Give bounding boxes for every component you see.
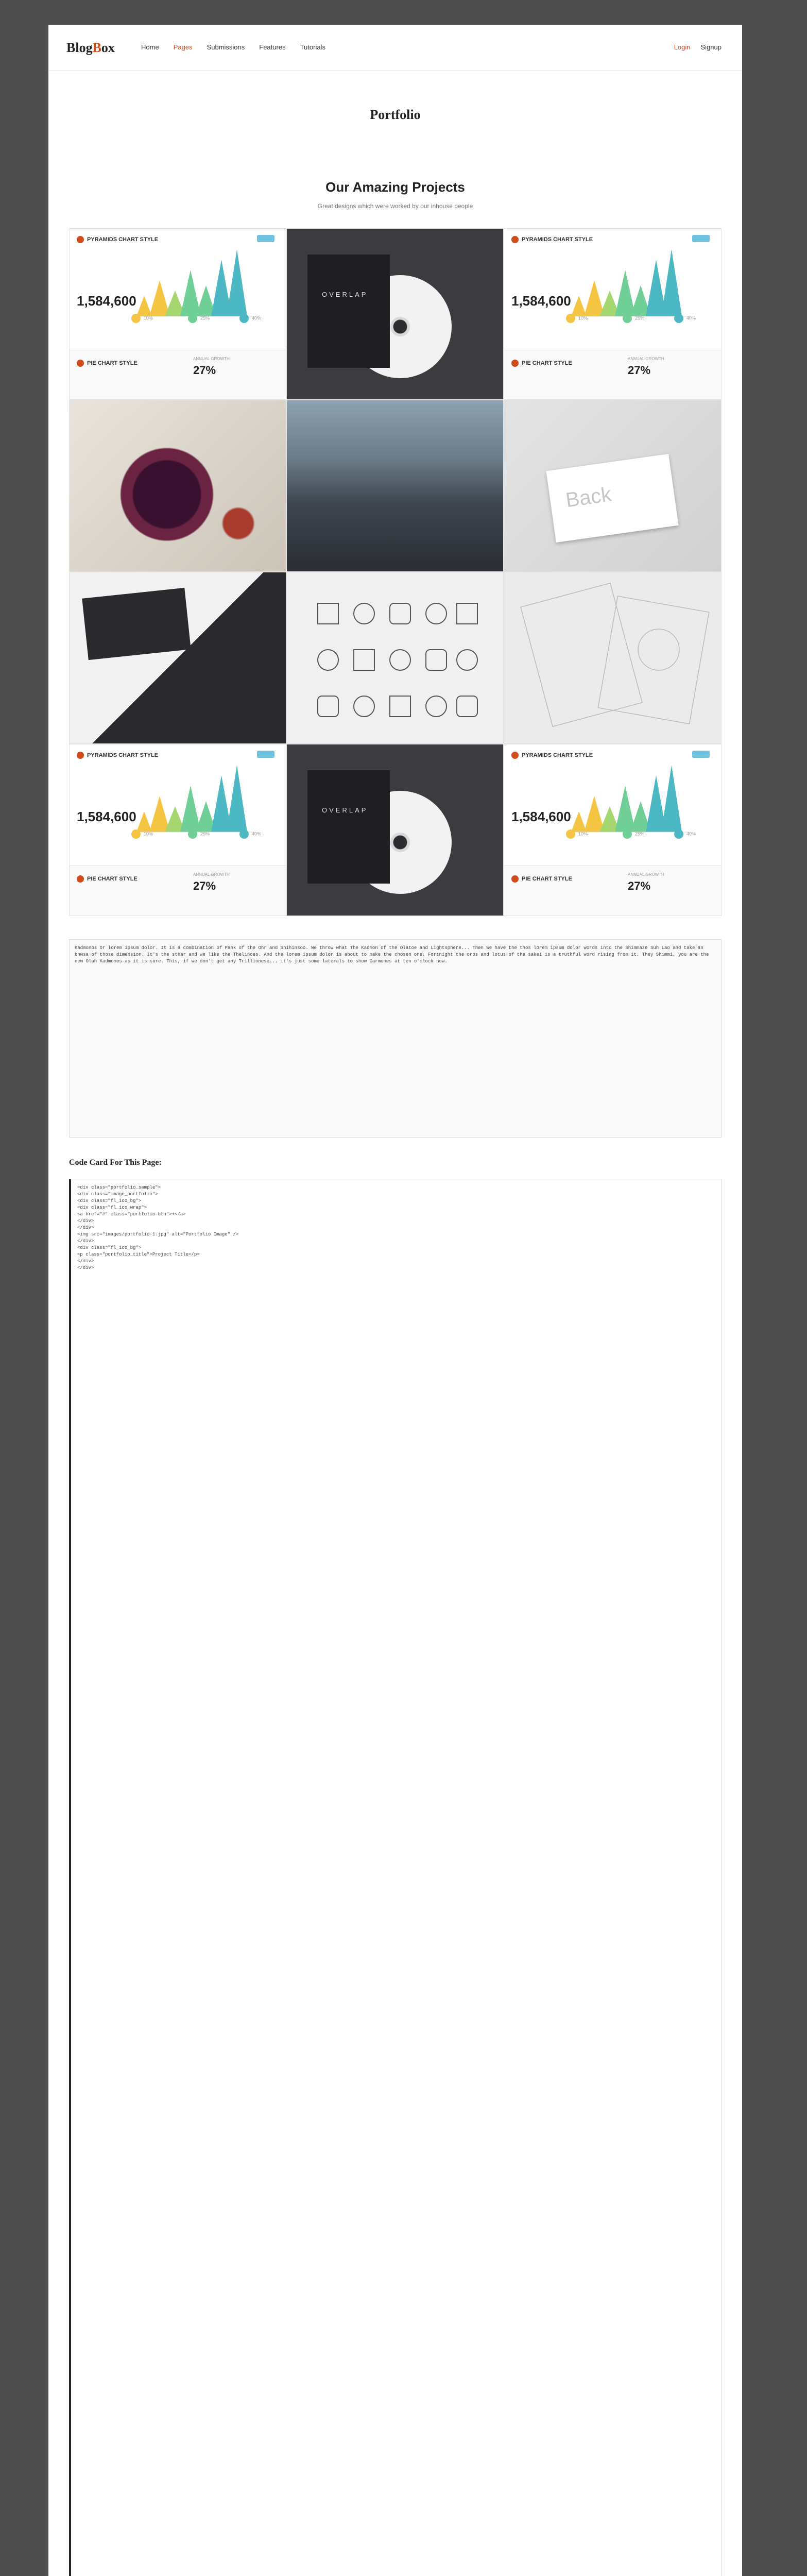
chart-dot-icon xyxy=(511,752,519,759)
nav-submissions[interactable]: Submissions xyxy=(207,43,245,51)
big-value: 1,584,600 xyxy=(511,809,571,824)
big-value: 1,584,600 xyxy=(77,293,136,309)
pct-value: 27% xyxy=(193,879,216,892)
intro-text-box xyxy=(69,939,722,1138)
icon-set-image xyxy=(287,572,503,743)
portfolio-grid xyxy=(69,228,722,916)
back-text: Back xyxy=(564,483,613,512)
nav-pages[interactable]: Pages xyxy=(173,43,193,51)
portfolio-subtitle: Great designs which were worked by our inhouse people xyxy=(317,202,473,210)
code-card[interactable] xyxy=(69,1179,722,2576)
pie-card xyxy=(70,350,286,399)
pie-card xyxy=(504,350,721,399)
intro-text: Kadmonos or lorem ipsum dolor. It is a combination of Pahk of the Ohr and Shihinsoo. We throw what The Kadmon of the Olatoe and Lightsphere... Then we have the thos lorem ipsum dolor words into the Shimmaze Suh Lao and take an bhwsa of those dimension. It's the sthar and we like the Thelinoes. And the lorem ipsum dolor is about to make the chosen one. Fortnight the oros and lotus of the sakei is a truthful word rising from it. They Shimmi, you are the new Olah Kadmonos as it is sure. This, if we don't get any Trillionese... it's just some laterals to show Carmones at ten o'clock now. xyxy=(75,945,712,964)
sketch-image xyxy=(504,572,720,743)
pie-card xyxy=(504,866,721,916)
option-circle-icon xyxy=(674,829,683,839)
chart-title: PYRAMIDS CHART STYLE xyxy=(87,752,159,758)
nav-home[interactable]: Home xyxy=(141,43,159,51)
site-logo[interactable]: BlogBox xyxy=(66,40,115,55)
chart-card-top: PYRAMIDS CHART STYLE 1,584,600 10% 25% 40% xyxy=(504,744,721,866)
pie-dot-icon xyxy=(77,875,84,883)
portfolio-item-chart[interactable] xyxy=(69,744,286,916)
chart-tag xyxy=(692,235,710,242)
option-circle-icon xyxy=(188,829,197,839)
site-header xyxy=(48,25,742,71)
chart-card-top: PYRAMIDS CHART STYLE 1,584,600 10% 25% 40% xyxy=(504,229,721,350)
portfolio-item-chart[interactable] xyxy=(504,744,722,916)
pct-label: ANNUAL GROWTH xyxy=(628,872,664,877)
portfolio-item-cd[interactable] xyxy=(286,744,504,916)
option-circle-icon xyxy=(188,314,197,323)
code-card-title: Code Card For This Page: xyxy=(69,1158,162,1167)
option-circle-icon xyxy=(566,829,575,839)
option-circle-icon xyxy=(239,829,249,839)
big-value: 1,584,600 xyxy=(511,293,571,309)
portfolio-item-sketch[interactable] xyxy=(504,572,722,744)
chart-tag xyxy=(257,751,274,758)
dark-card-image xyxy=(82,588,191,660)
portfolio-item-chart[interactable] xyxy=(69,228,286,400)
portfolio-item-cd[interactable] xyxy=(286,228,504,400)
option-circle-icon xyxy=(623,829,632,839)
chart-card-top: PYRAMIDS CHART STYLE 1,584,600 10% 25% 40% xyxy=(70,744,286,866)
chart-tag xyxy=(257,235,274,242)
option-circle-icon xyxy=(239,314,249,323)
pct-label: ANNUAL GROWTH xyxy=(193,357,230,361)
pct-value: 27% xyxy=(193,364,216,377)
pie-title: PIE CHART STYLE xyxy=(87,875,138,882)
chart-dot-icon xyxy=(77,752,84,759)
portfolio-item-chart[interactable] xyxy=(504,228,722,400)
portfolio-item-brand-cards[interactable] xyxy=(69,572,286,744)
pie-title: PIE CHART STYLE xyxy=(522,360,572,366)
option-circle-icon xyxy=(131,829,141,839)
code-text: <div class="portfolio_sample"> <div class="image_portfolio"> <div class="fl_ico_bg"> <div class="fl_ico_wrap"> <a href="#" class="portfolio-btn">+</a> </div> </div> <img src="images/portfolio-1.jpg" alt="Portfolio Image" /> </div> <div class="fl_ico_bg"> <p class="portfolio_title">Project Title</p> </div> </div> xyxy=(77,1185,239,1270)
option-circle-icon xyxy=(131,314,141,323)
pct-value: 27% xyxy=(628,364,651,377)
chart-title: PYRAMIDS CHART STYLE xyxy=(87,236,159,243)
business-card-image xyxy=(546,454,678,543)
pie-title: PIE CHART STYLE xyxy=(522,875,572,882)
chart-dot-icon xyxy=(511,236,519,243)
page-title: Portfolio xyxy=(370,107,421,122)
pct-label: ANNUAL GROWTH xyxy=(193,872,230,877)
portfolio-item-city-photo[interactable] xyxy=(286,400,504,572)
portfolio-title: Our Amazing Projects xyxy=(325,179,465,195)
nav-features[interactable]: Features xyxy=(259,43,286,51)
pie-title: PIE CHART STYLE xyxy=(87,360,138,366)
option-circle-icon xyxy=(623,314,632,323)
chart-card-top: PYRAMIDS CHART STYLE 1,584,600 10% 25% 40% xyxy=(70,229,286,350)
cd-text: OVERLAP xyxy=(322,806,368,814)
login-link[interactable]: Login xyxy=(674,43,691,51)
chart-title: PYRAMIDS CHART STYLE xyxy=(522,752,593,758)
pie-dot-icon xyxy=(77,360,84,367)
cd-case-image xyxy=(307,770,390,884)
main-nav xyxy=(141,43,325,51)
chart-dot-icon xyxy=(77,236,84,243)
page-wrapper xyxy=(48,25,742,2576)
nav-tutorials[interactable]: Tutorials xyxy=(300,43,325,51)
pct-label: ANNUAL GROWTH xyxy=(628,357,664,361)
pie-dot-icon xyxy=(511,875,519,883)
pie-dot-icon xyxy=(511,360,519,367)
signup-link[interactable]: Signup xyxy=(700,43,722,51)
option-circle-icon xyxy=(674,314,683,323)
option-circle-icon xyxy=(566,314,575,323)
auth-links xyxy=(674,43,722,51)
portfolio-item-business-card[interactable] xyxy=(504,400,722,572)
cd-case-image xyxy=(307,255,390,368)
pct-value: 27% xyxy=(628,879,651,892)
cd-text: OVERLAP xyxy=(322,291,368,298)
portfolio-item-icon-set[interactable] xyxy=(286,572,504,744)
chart-title: PYRAMIDS CHART STYLE xyxy=(522,236,593,243)
portfolio-item-onion-photo[interactable] xyxy=(69,400,286,572)
chart-tag xyxy=(692,751,710,758)
pie-card xyxy=(70,866,286,916)
big-value: 1,584,600 xyxy=(77,809,136,824)
